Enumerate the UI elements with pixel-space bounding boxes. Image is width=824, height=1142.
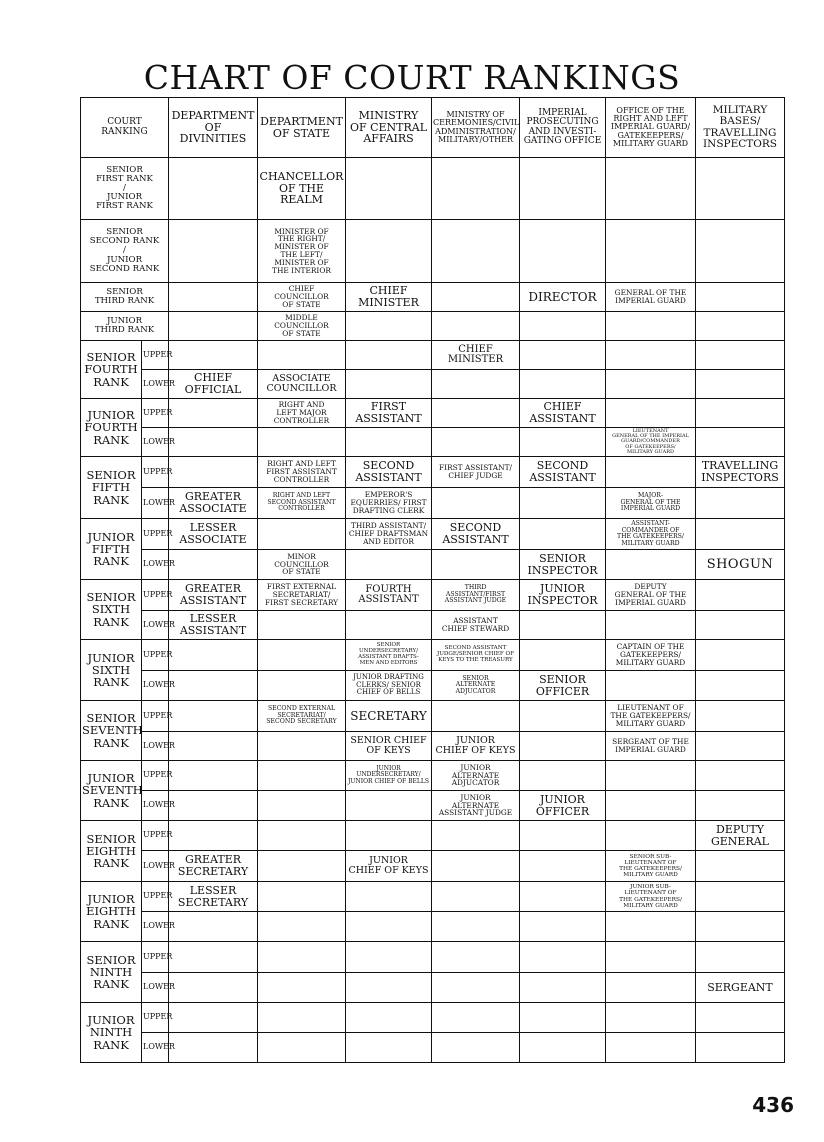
position-cell: SECOND EXTERNAL SECRETARIAT/ SECOND SECRETARY bbox=[258, 701, 346, 732]
position-cell: MAJOR- GENERAL OF THE IMPERIAL GUARD bbox=[606, 488, 696, 519]
level-label: LOWER bbox=[142, 912, 169, 942]
page-number: 436 bbox=[752, 1093, 794, 1117]
header-divinities: DEPARTMENT OF DIVINITIES bbox=[169, 98, 258, 158]
position-cell: JUNIOR ALTERNATE ASSISTANT JUDGE bbox=[432, 791, 520, 821]
table-row bbox=[81, 640, 785, 671]
rank-label: SENIOR EIGHTH RANK bbox=[81, 821, 142, 882]
position-cell: ASSISTANT CHIEF STEWARD bbox=[432, 611, 520, 640]
rank-label: SENIOR FIFTH RANK bbox=[81, 457, 142, 519]
position-cell: DEPUTY GENERAL OF THE IMPERIAL GUARD bbox=[606, 580, 696, 611]
table-row bbox=[81, 370, 785, 399]
header-military-bases: MILITARY BASES/ TRAVELLING INSPECTORS bbox=[696, 98, 785, 158]
position-cell: SERGEANT bbox=[696, 973, 785, 1003]
level-label: LOWER bbox=[142, 1033, 169, 1063]
table-row bbox=[81, 1033, 785, 1063]
level-label: LOWER bbox=[142, 791, 169, 821]
table-row bbox=[81, 611, 785, 640]
table-row bbox=[81, 851, 785, 882]
rank-label: JUNIOR FIFTH RANK bbox=[81, 519, 142, 580]
position-cell: CHIEF OFFICIAL bbox=[169, 370, 258, 399]
level-label: UPPER bbox=[142, 457, 169, 488]
level-label: LOWER bbox=[142, 370, 169, 399]
position-cell: FOURTH ASSISTANT bbox=[346, 580, 432, 611]
position-cell: SECOND ASSISTANT JUDGE/SENIOR CHIEF OF KEYS TO THE TREASURY bbox=[432, 640, 520, 671]
level-label: UPPER bbox=[142, 399, 169, 428]
position-cell: LESSER ASSOCIATE bbox=[169, 519, 258, 550]
position-cell: SENIOR INSPECTOR bbox=[520, 550, 606, 580]
position-cell: LESSER ASSISTANT bbox=[169, 611, 258, 640]
position-cell: JUNIOR SUB- LIEUTENANT OF THE GATEKEEPERS/ MILITARY GUARD bbox=[606, 882, 696, 912]
rank-label: JUNIOR EIGHTH RANK bbox=[81, 882, 142, 942]
level-label: UPPER bbox=[142, 942, 169, 973]
level-label: UPPER bbox=[142, 701, 169, 732]
rank-label: SENIOR SECOND RANK / JUNIOR SECOND RANK bbox=[81, 220, 169, 283]
position-cell: SECOND ASSISTANT bbox=[346, 457, 432, 488]
header-prosecuting: IMPERIAL PROSECUTING AND INVESTI- GATING OFFICE bbox=[520, 98, 606, 158]
position-cell: EMPEROR'S EQUERRIES/ FIRST DRAFTING CLERK bbox=[346, 488, 432, 519]
level-label: LOWER bbox=[142, 851, 169, 882]
header-ceremonies: MINISTRY OF CEREMONIES/CIVIL ADMINISTRATION/ MILITARY/OTHER bbox=[432, 98, 520, 158]
position-cell: RIGHT AND LEFT FIRST ASSISTANT CONTROLLER bbox=[258, 457, 346, 488]
position-cell: MIDDLE COUNCILLOR OF STATE bbox=[258, 312, 346, 341]
table-row bbox=[81, 701, 785, 732]
level-label: LOWER bbox=[142, 550, 169, 580]
position-cell: TRAVELLING INSPECTORS bbox=[696, 457, 785, 488]
table-row bbox=[81, 550, 785, 580]
position-cell: GREATER ASSISTANT bbox=[169, 580, 258, 611]
table-row bbox=[81, 457, 785, 488]
level-label: UPPER bbox=[142, 640, 169, 671]
position-cell: JUNIOR OFFICER bbox=[520, 791, 606, 821]
position-cell: ASSOCIATE COUNCILLOR bbox=[258, 370, 346, 399]
header-central-affairs: MINISTRY OF CENTRAL AFFAIRS bbox=[346, 98, 432, 158]
position-cell: JUNIOR INSPECTOR bbox=[520, 580, 606, 611]
position-cell: CHIEF MINISTER bbox=[432, 341, 520, 370]
chancellor-cell: CHANCELLOR OF THE REALM bbox=[258, 158, 346, 220]
position-cell: SERGEANT OF THE IMPERIAL GUARD bbox=[606, 732, 696, 761]
level-label: LOWER bbox=[142, 671, 169, 701]
table-row bbox=[81, 761, 785, 791]
position-cell: SECOND ASSISTANT bbox=[520, 457, 606, 488]
level-label: UPPER bbox=[142, 580, 169, 611]
header-imperial-guard: OFFICE OF THE RIGHT AND LEFT IMPERIAL GUARD/ GATEKEEPERS/ MILITARY GUARD bbox=[606, 98, 696, 158]
position-cell: SENIOR CHIEF OF KEYS bbox=[346, 732, 432, 761]
table-row bbox=[81, 341, 785, 370]
minister-cell: MINISTER OF THE RIGHT/ MINISTER OF THE LEFT/ MINISTER OF THE INTERIOR bbox=[258, 220, 346, 283]
table-row bbox=[81, 912, 785, 942]
table-row bbox=[81, 488, 785, 519]
position-cell: RIGHT AND LEFT SECOND ASSISTANT CONTROLLER bbox=[258, 488, 346, 519]
position-cell: LESSER SECRETARY bbox=[169, 882, 258, 912]
rank-label: JUNIOR SEVENTH RANK bbox=[81, 761, 142, 821]
position-cell: SENIOR OFFICER bbox=[520, 671, 606, 701]
position-cell: MINOR COUNCILLOR OF STATE bbox=[258, 550, 346, 580]
position-cell: LIEUTENANT GENERAL OF THE IMPERIAL GUARD/COMMANDER OF GATEKEEPERS/ MILITARY GUARD bbox=[606, 428, 696, 457]
level-label: UPPER bbox=[142, 761, 169, 791]
position-cell: RIGHT AND LEFT MAJOR CONTROLLER bbox=[258, 399, 346, 428]
position-cell: CHIEF ASSISTANT bbox=[520, 399, 606, 428]
position-cell: FIRST EXTERNAL SECRETARIAT/ FIRST SECRETARY bbox=[258, 580, 346, 611]
header-court-ranking: COURT RANKING bbox=[81, 98, 169, 158]
position-cell: FIRST ASSISTANT/ CHIEF JUDGE bbox=[432, 457, 520, 488]
table-row bbox=[81, 882, 785, 912]
page-title: CHART OF COURT RANKINGS bbox=[143, 58, 681, 97]
level-label: UPPER bbox=[142, 1003, 169, 1033]
table-row bbox=[81, 732, 785, 761]
position-cell: JUNIOR ALTERNATE ADJUCATOR bbox=[432, 761, 520, 791]
table-row bbox=[81, 220, 785, 283]
position-cell: ASSISTANT- COMMANDER OF THE GATEKEEPERS/ MILITARY GUARD bbox=[606, 519, 696, 550]
rank-label: SENIOR THIRD RANK bbox=[81, 283, 169, 312]
table-row bbox=[81, 973, 785, 1003]
court-rankings-table bbox=[80, 97, 785, 1063]
level-label: UPPER bbox=[142, 882, 169, 912]
rank-label: SENIOR SEVENTH RANK bbox=[81, 701, 142, 761]
table-row bbox=[81, 942, 785, 973]
position-cell: SECRETARY bbox=[346, 701, 432, 732]
position-cell: CHIEF MINISTER bbox=[346, 283, 432, 312]
position-cell: JUNIOR UNDERSECRETARY/ JUNIOR CHIEF OF BELLS bbox=[346, 761, 432, 791]
position-cell: SENIOR UNDERSECRETARY/ ASSISTANT DRAFTS- MEN AND EDITORS bbox=[346, 640, 432, 671]
level-label: UPPER bbox=[142, 341, 169, 370]
rank-label: JUNIOR NINTH RANK bbox=[81, 1003, 142, 1063]
header-state: DEPARTMENT OF STATE bbox=[258, 98, 346, 158]
position-cell: JUNIOR CHIEF OF KEYS bbox=[346, 851, 432, 882]
level-label: UPPER bbox=[142, 519, 169, 550]
position-cell: SECOND ASSISTANT bbox=[432, 519, 520, 550]
table-row bbox=[81, 580, 785, 611]
rank-label: JUNIOR FOURTH RANK bbox=[81, 399, 142, 457]
position-cell: GENERAL OF THE IMPERIAL GUARD bbox=[606, 283, 696, 312]
position-cell: THIRD ASSISTANT/FIRST ASSISTANT JUDGE bbox=[432, 580, 520, 611]
level-label: LOWER bbox=[142, 428, 169, 457]
level-label: LOWER bbox=[142, 732, 169, 761]
position-cell: CHIEF COUNCILLOR OF STATE bbox=[258, 283, 346, 312]
level-label: LOWER bbox=[142, 488, 169, 519]
level-label: LOWER bbox=[142, 973, 169, 1003]
rank-label: JUNIOR SIXTH RANK bbox=[81, 640, 142, 701]
header-row bbox=[81, 98, 785, 158]
position-cell: DIRECTOR bbox=[520, 283, 606, 312]
table-row bbox=[81, 428, 785, 457]
position-cell: SENIOR ALTERNATE ADJUCATOR bbox=[432, 671, 520, 701]
position-cell: JUNIOR CHIEF OF KEYS bbox=[432, 732, 520, 761]
position-cell: JUNIOR DRAFTING CLERKS/ SENIOR CHIEF OF BELLS bbox=[346, 671, 432, 701]
level-label: UPPER bbox=[142, 821, 169, 851]
table-row bbox=[81, 821, 785, 851]
table-row bbox=[81, 283, 785, 312]
table-row bbox=[81, 1003, 785, 1033]
table-row bbox=[81, 312, 785, 341]
position-cell: CAPTAIN OF THE GATEKEEPERS/ MILITARY GUARD bbox=[606, 640, 696, 671]
rank-label: SENIOR SIXTH RANK bbox=[81, 580, 142, 640]
position-cell: SENIOR SUB- LIEUTENANT OF THE GATEKEEPERS/ MILITARY GUARD bbox=[606, 851, 696, 882]
position-cell: SHOGUN bbox=[696, 550, 785, 580]
rank-label: SENIOR FIRST RANK / JUNIOR FIRST RANK bbox=[81, 158, 169, 220]
table-row bbox=[81, 158, 785, 220]
table-row bbox=[81, 791, 785, 821]
position-cell: THIRD ASSISTANT/ CHIEF DRAFTSMAN AND EDITOR bbox=[346, 519, 432, 550]
position-cell: GREATER SECRETARY bbox=[169, 851, 258, 882]
table-row bbox=[81, 519, 785, 550]
table-row bbox=[81, 671, 785, 701]
table-row bbox=[81, 399, 785, 428]
position-cell: LIEUTENANT OF THE GATEKEEPERS/ MILITARY GUARD bbox=[606, 701, 696, 732]
rank-label: SENIOR FOURTH RANK bbox=[81, 341, 142, 399]
level-label: LOWER bbox=[142, 611, 169, 640]
position-cell: FIRST ASSISTANT bbox=[346, 399, 432, 428]
position-cell: GREATER ASSOCIATE bbox=[169, 488, 258, 519]
position-cell: DEPUTY GENERAL bbox=[696, 821, 785, 851]
rank-label: JUNIOR THIRD RANK bbox=[81, 312, 169, 341]
rank-label: SENIOR NINTH RANK bbox=[81, 942, 142, 1003]
